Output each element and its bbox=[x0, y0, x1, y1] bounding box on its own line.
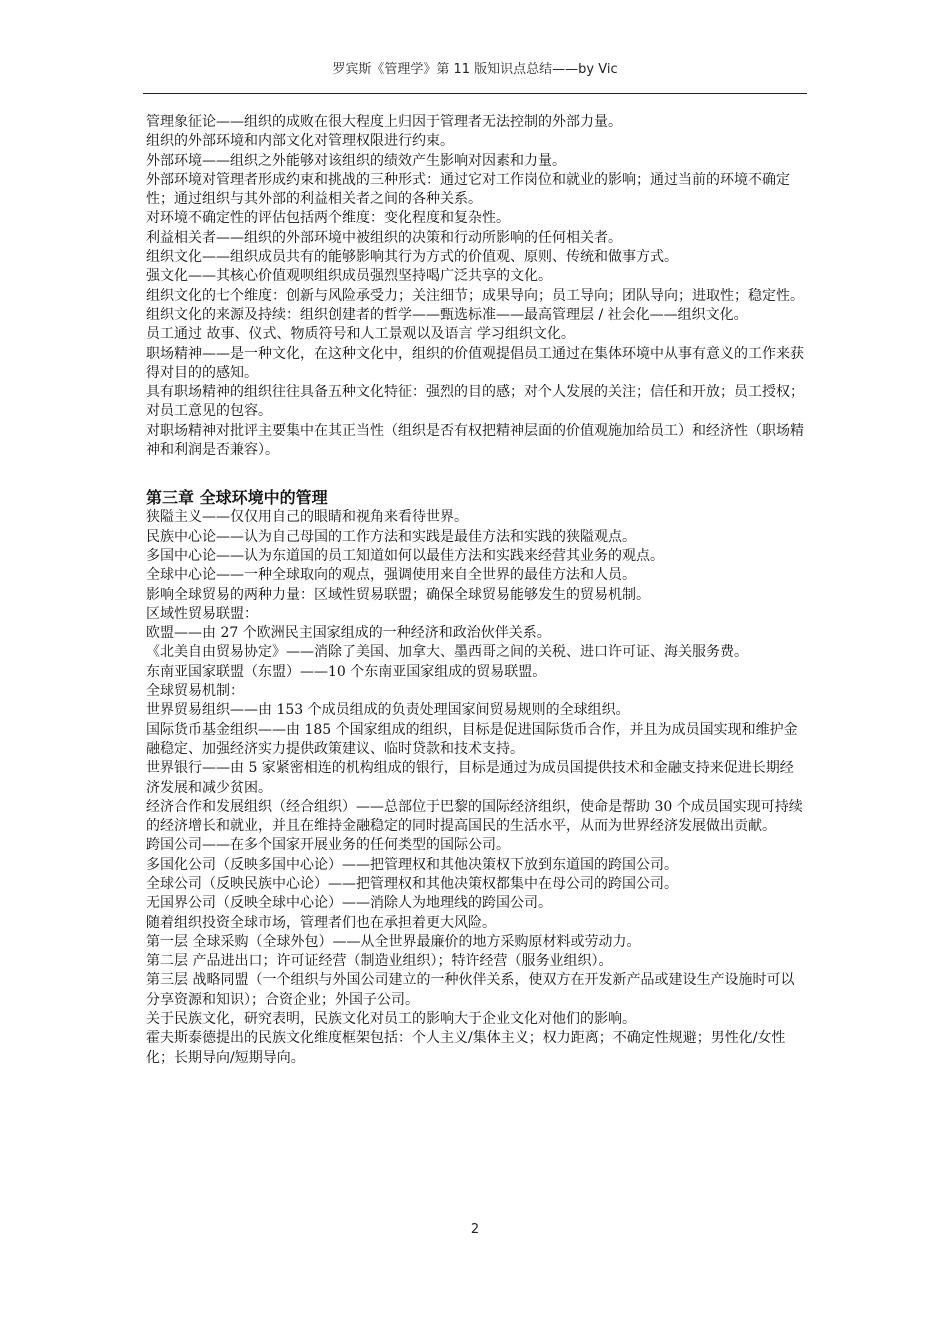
paragraph-line: 世界贸易组织——由 153 个成员组成的负责处理国家间贸易规则的全球组织。 bbox=[146, 702, 630, 719]
paragraph-line: 组织文化——组织成员共有的能够影响其行为方式的价值观、原则、传统和做事方式。 bbox=[146, 249, 678, 266]
paragraph-line: 霍夫斯泰德提出的民族文化维度框架包括：个人主义/集体主义；权力距离；不确定性规避；男性化/女性化；长期导向/短期导向。 bbox=[146, 1030, 786, 1066]
paragraph-line: 管理象征论——组织的成败在很大程度上归因于管理者无法控制的外部力量。 bbox=[146, 114, 622, 130]
paragraph-line: 经济合作和发展组织（经合组织）——总部位于巴黎的国际经济组织，使命是帮助 30 个成员国实现可持续的经济增长和就业，并且在维持金融稳定的同时提高国民的生活水平，从而为世界经济发展做出贡献。 bbox=[146, 798, 803, 835]
paragraph-line: 对职场精神对批评主要集中在其正当性（组织是否有权把精神层面的价值观施加给员工）和经济性（职场精神和利润是否兼容）。 bbox=[146, 422, 804, 459]
paragraph-line: 《北美自由贸易协定》——消除了美国、加拿大、墨西哥之间的关税、进口许可证、海关服务费。 bbox=[146, 644, 748, 661]
section-organizational-culture bbox=[146, 113, 806, 460]
paragraph-line: 员工通过 故事、仪式、物质符号和人工景观以及语言 学习组织文化。 bbox=[146, 326, 575, 343]
paragraph-line: 世界银行——由 5 家紧密相连的机构组成的银行，目标是通过为成员国提供技术和金融支持来促进长期经济发展和减少贫困。 bbox=[146, 760, 794, 796]
paragraph-line: 第一层 全球采购（全球外包）——从全世界最廉价的地方采购原材料或劳动力。 bbox=[146, 933, 641, 950]
paragraph-line: 东南亚国家联盟（东盟）——10 个东南亚国家组成的贸易联盟。 bbox=[146, 663, 547, 680]
paragraph-line: 多国化公司（反映多国中心论）——把管理权和其他决策权下放到东道国的跨国公司。 bbox=[146, 856, 678, 873]
paragraph-line: 多国中心论——认为东道国的员工知道如何以最佳方法和实践来经营其业务的观点。 bbox=[146, 547, 664, 564]
chapter-3-heading: 第三章 全球环境中的管理 bbox=[146, 488, 328, 508]
paragraph-line: 区域性贸易联盟： bbox=[146, 605, 258, 622]
paragraph-line: 随着组织投资全球市场，管理者们也在承担着更大风险。 bbox=[146, 914, 496, 931]
paragraph-line: 全球公司（反映民族中心论）——把管理权和其他决策权都集中在母公司的跨国公司。 bbox=[146, 875, 678, 892]
paragraph-line: 第三层 战略同盟（一个组织与外国公司建立的一种伙伴关系，使双方在开发新产品或建设生产设施时可以分享资源和知识）；合资企业；外国子公司。 bbox=[146, 972, 795, 1008]
paragraph-line: 外部环境对管理者形成约束和挑战的三种形式：通过它对工作岗位和就业的影响；通过当前的环境不确定性；通过组织与其外部的利益相关者之间的各种关系。 bbox=[146, 171, 790, 208]
paragraph-line: 影响全球贸易的两种力量：区域性贸易联盟；确保全球贸易能够发生的贸易机制。 bbox=[146, 586, 650, 603]
paragraph-line: 跨国公司——在多个国家开展业务的任何类型的国际公司。 bbox=[146, 837, 510, 854]
paragraph-line: 利益相关者——组织的外部环境中被组织的决策和行动所影响的任何相关者。 bbox=[146, 229, 622, 246]
paragraph-line: 组织文化的来源及持续：组织创建者的哲学——甄选标准——最高管理层 / 社会化——组织文化。 bbox=[146, 306, 748, 323]
page-header: 罗宾斯《管理学》第 11 版知识点总结——by Vic bbox=[332, 62, 618, 77]
paragraph-line: 组织文化的七个维度：创新与风险承受力；关注细节；成果导向；员工导向；团队导向；进取性；稳定性。 bbox=[146, 287, 804, 304]
header-divider bbox=[143, 93, 807, 94]
section-global-environment bbox=[146, 508, 806, 1068]
paragraph-line: 国际货币基金组织——由 185 个国家组成的组织，目标是促进国际货币合作，并且为成员国实现和维护金融稳定、加强经济实力提供政策建议、临时贷款和技术支持。 bbox=[146, 721, 798, 757]
paragraph-line: 对环境不确定性的评估包括两个维度：变化程度和复杂性。 bbox=[146, 210, 510, 227]
document-body bbox=[146, 113, 806, 1068]
page-number: 2 bbox=[470, 1222, 480, 1237]
paragraph-line: 全球贸易机制： bbox=[146, 683, 244, 700]
paragraph-line: 关于民族文化，研究表明，民族文化对员工的影响大于企业文化对他们的影响。 bbox=[146, 1011, 636, 1028]
paragraph-line: 民族中心论——认为自己母国的工作方法和实践是最佳方法和实践的狭隘观点。 bbox=[146, 528, 636, 545]
paragraph-line: 职场精神——是一种文化，在这种文化中，组织的价值观提倡员工通过在集体环境中从事有意义的工作来获得对目的的感知。 bbox=[146, 345, 804, 381]
paragraph-line: 外部环境——组织之外能够对该组织的绩效产生影响对因素和力量。 bbox=[146, 152, 566, 169]
paragraph-line: 第二层 产品进出口；许可证经营（制造业组织）；特许经营（服务业组织）。 bbox=[146, 953, 613, 970]
paragraph-line: 无国界公司（反映全球中心论）——消除人为地理线的跨国公司。 bbox=[146, 895, 552, 912]
paragraph-line: 欧盟——由 27 个欧洲民主国家组成的一种经济和政治伙伴关系。 bbox=[146, 625, 551, 642]
paragraph-line: 全球中心论——一种全球取向的观点，强调使用来自全世界的最佳方法和人员。 bbox=[146, 567, 636, 584]
paragraph-line: 狭隘主义——仅仅用自己的眼睛和视角来看待世界。 bbox=[146, 509, 468, 526]
paragraph-line: 强文化——其核心价值观呗组织成员强烈坚持喝广泛共享的文化。 bbox=[146, 268, 552, 285]
paragraph-line: 组织的外部环境和内部文化对管理权限进行约束。 bbox=[146, 133, 454, 150]
paragraph-line: 具有职场精神的组织往往具备五种文化特征：强烈的目的感；对个人发展的关注；信任和开放；员工授权；对员工意见的包容。 bbox=[146, 384, 804, 420]
